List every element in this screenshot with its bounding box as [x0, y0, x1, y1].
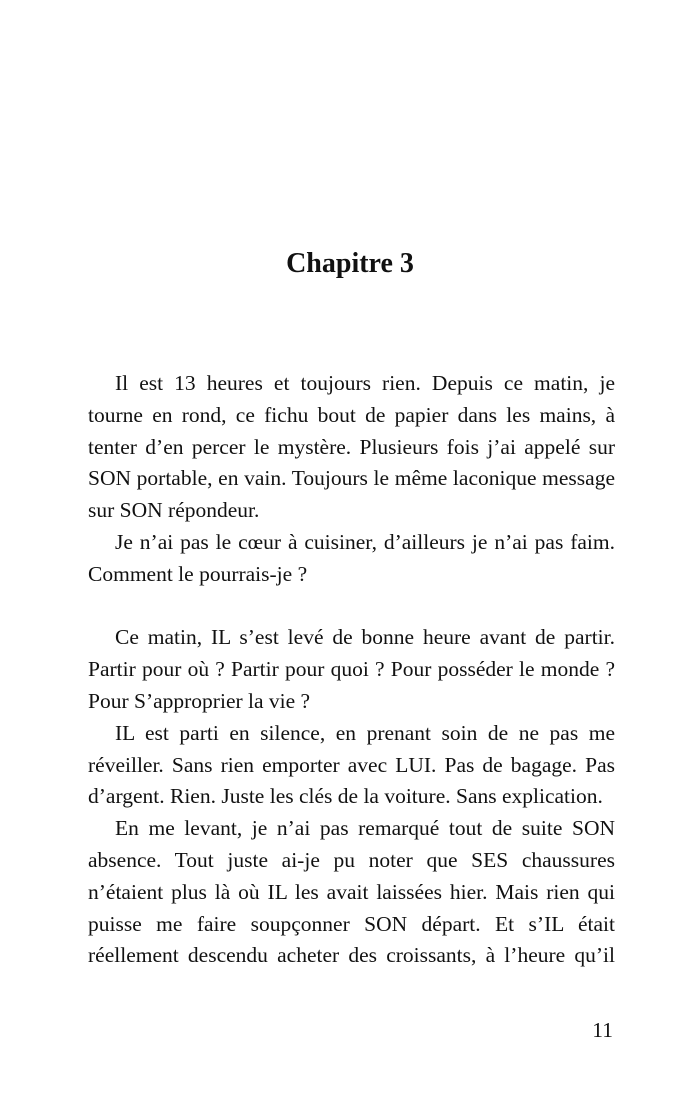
paragraph: Ce matin, IL s’est levé de bonne heure avant de partir. Partir pour où ? Partir pour quoi ? Pour posséder le monde ? Pour S’approprier la vie ? [88, 625, 615, 713]
page-number: 11 [592, 1018, 613, 1042]
chapter-body [88, 368, 615, 972]
paragraph: Il est 13 heures et toujours rien. Depuis ce matin, je tourne en rond, ce fichu bout de papier dans les mains, à tenter d’en percer le mystère. Plusieurs fois j’ai appelé sur SON portable, en vain. Toujours le même laconique message sur SON répondeur. [88, 371, 615, 523]
paragraph: Je n’ai pas le cœur à cuisiner, d’ailleurs je n’ai pas faim. Comment le pourrais-je ? [88, 529, 615, 586]
paragraph: IL est parti en silence, en prenant soin de ne pas me réveiller. Sans rien emporter avec LUI. Pas de bagage. Pas d’argent. Rien. Juste les clés de la voiture. Sans explication. [88, 720, 615, 809]
paragraph: En me levant, je n’ai pas remarqué tout de suite SON absence. Tout juste ai-je pu noter que SES chaussures n’étaient plus là où IL les avait laissées hier. Mais rien qui puisse me faire soupçonner SON départ. Et s’IL était réellement descendu acheter des croissants, à l’heure qu’il [88, 816, 615, 968]
chapter-title: Chapitre 3 [286, 248, 414, 279]
